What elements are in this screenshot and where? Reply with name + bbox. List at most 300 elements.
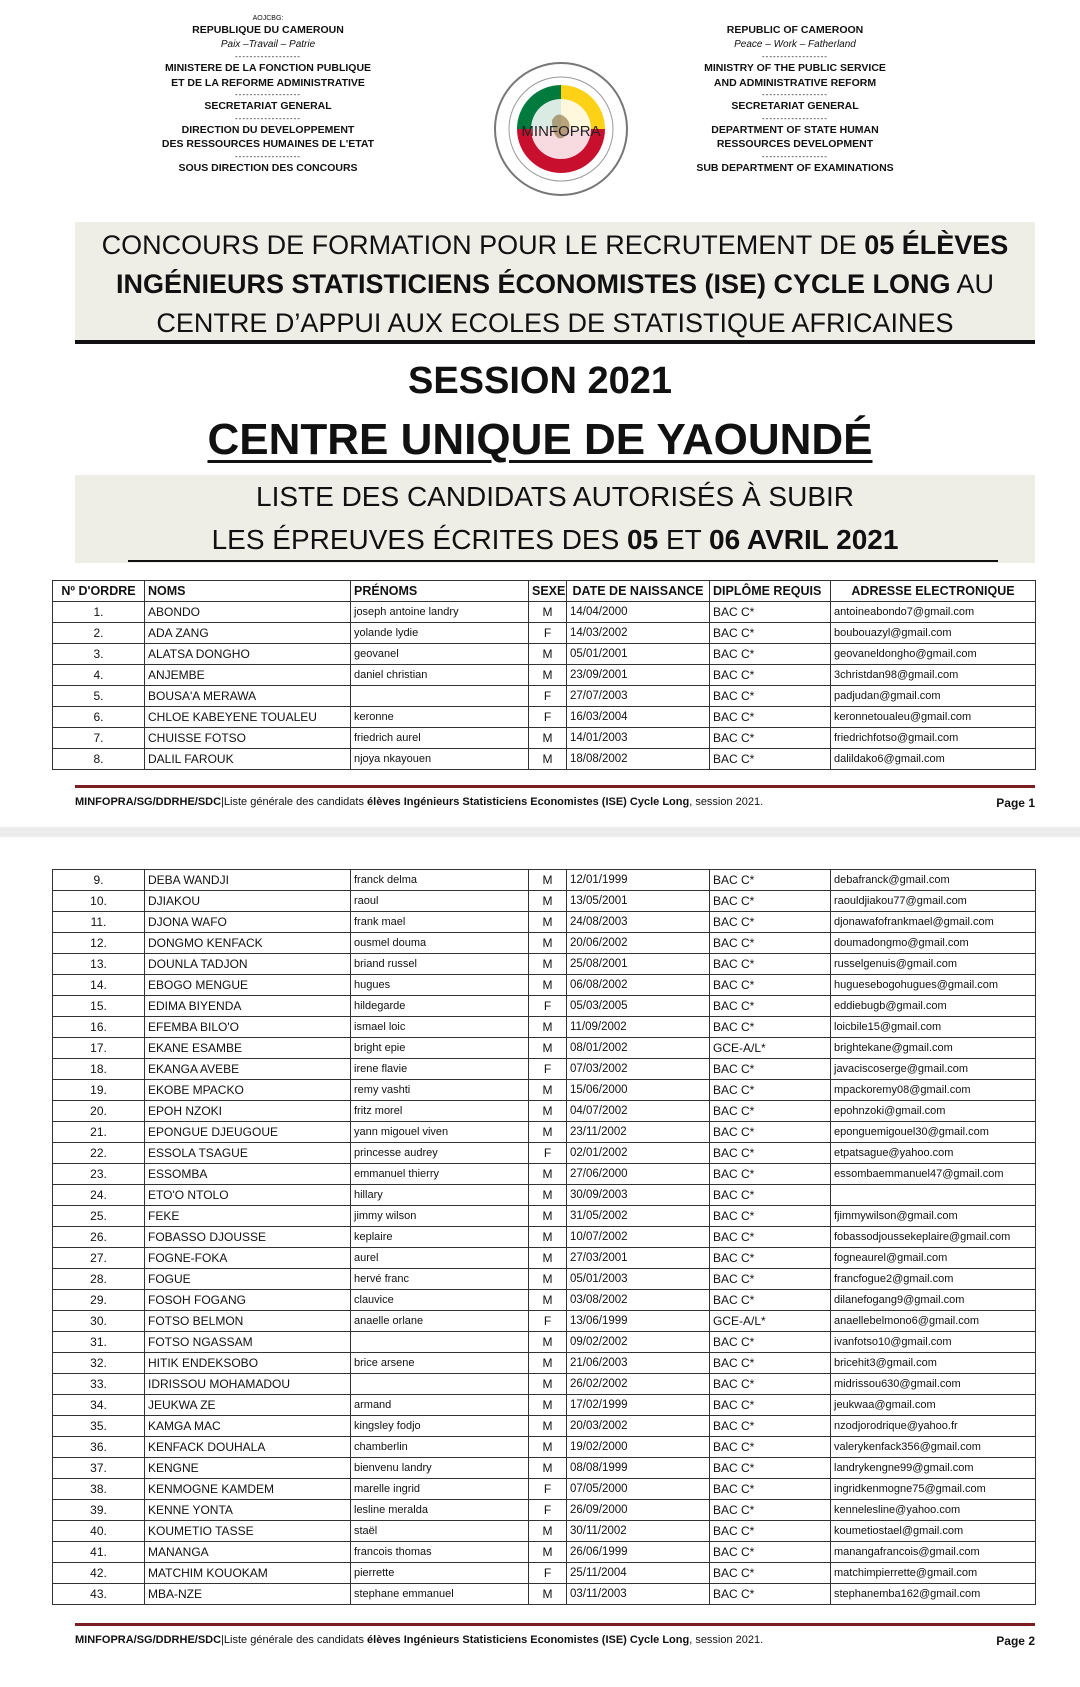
cell-diplome: BAC C*: [710, 1059, 831, 1080]
table-row: [53, 665, 1036, 686]
table-row: [53, 1080, 1036, 1101]
header-right-english: [645, 14, 945, 175]
cell-num: 19.: [53, 1080, 145, 1101]
cell-date: 31/05/2002: [567, 1206, 710, 1227]
cell-nom: ETO'O NTOLO: [145, 1185, 351, 1206]
cell-sexe: M: [529, 1185, 567, 1206]
header-subdirection-fr: SOUS DIRECTION DES CONCOURS: [178, 161, 358, 174]
col-header-diplome: DIPLÔME REQUIS: [710, 581, 831, 602]
cell-sexe: M: [529, 975, 567, 996]
table-row: [53, 912, 1036, 933]
cell-email: keronnetoualeu@gmail.com: [831, 707, 1036, 728]
cell-num: 29.: [53, 1290, 145, 1311]
cell-prenom: princesse audrey: [351, 1143, 529, 1164]
cell-email: fogneaurel@gmail.com: [831, 1248, 1036, 1269]
cell-nom: KAMGA MAC: [145, 1416, 351, 1437]
cell-num: 20.: [53, 1101, 145, 1122]
cell-prenom: irene flavie: [351, 1059, 529, 1080]
cell-email: kennelesline@yahoo.com: [831, 1500, 1036, 1521]
table-row: [53, 1248, 1036, 1269]
table-row: [53, 707, 1036, 728]
cell-sexe: M: [529, 1290, 567, 1311]
cell-diplome: BAC C*: [710, 1206, 831, 1227]
footer-text-a: Liste générale des candidats: [223, 796, 368, 808]
cell-diplome: BAC C*: [710, 1374, 831, 1395]
table-row: [53, 602, 1036, 623]
cell-email: mpackoremy08@gmail.com: [831, 1080, 1036, 1101]
cell-date: 04/07/2002: [567, 1101, 710, 1122]
cell-sexe: M: [529, 1521, 567, 1542]
cell-date: 09/02/2002: [567, 1332, 710, 1353]
seal-text: MINFOPRA: [521, 123, 601, 140]
cell-email: huguesebogohugues@gmail.com: [831, 975, 1036, 996]
cell-sexe: M: [529, 1122, 567, 1143]
cell-date: 26/06/1999: [567, 1542, 710, 1563]
cell-sexe: F: [529, 686, 567, 707]
cell-email: matchimpierrette@gmail.com: [831, 1563, 1036, 1584]
cell-sexe: F: [529, 707, 567, 728]
cell-prenom: keplaire: [351, 1227, 529, 1248]
footer-sep: |: [221, 796, 224, 808]
cell-diplome: BAC C*: [710, 1164, 831, 1185]
cell-num: 43.: [53, 1584, 145, 1605]
cell-prenom: hervé franc: [351, 1269, 529, 1290]
cell-num: 4.: [53, 665, 145, 686]
table-row: [53, 728, 1036, 749]
cell-prenom: stephane emmanuel: [351, 1584, 529, 1605]
cell-prenom: fritz morel: [351, 1101, 529, 1122]
cell-num: 14.: [53, 975, 145, 996]
header-divider: ------------------: [235, 90, 301, 99]
cell-num: 40.: [53, 1521, 145, 1542]
cell-num: 13.: [53, 954, 145, 975]
cell-email: valerykenfack356@gmail.com: [831, 1437, 1036, 1458]
cell-email: stephanemba162@gmail.com: [831, 1584, 1036, 1605]
cell-sexe: M: [529, 1017, 567, 1038]
cell-nom: FOTSO NGASSAM: [145, 1332, 351, 1353]
cell-nom: CHUISSE FOTSO: [145, 728, 351, 749]
cell-diplome: BAC C*: [710, 1416, 831, 1437]
cell-prenom: hugues: [351, 975, 529, 996]
header-divider: ------------------: [235, 113, 301, 123]
title-line-3: CENTRE D’APPUI AUX ECOLES DE STATISTIQUE AFRICAINES: [156, 308, 954, 338]
cell-diplome: BAC C*: [710, 1122, 831, 1143]
table-row: [53, 933, 1036, 954]
cell-nom: DJONA WAFO: [145, 912, 351, 933]
cell-diplome: BAC C*: [710, 996, 831, 1017]
cell-date: 18/08/2002: [567, 749, 710, 770]
cell-email: koumetiostael@gmail.com: [831, 1521, 1036, 1542]
footer-page-number: Page 2: [996, 1634, 1035, 1648]
cell-sexe: M: [529, 1395, 567, 1416]
cell-email: ingridkenmogne75@gmail.com: [831, 1479, 1036, 1500]
page-separator: [0, 827, 1080, 837]
cell-prenom: aurel: [351, 1248, 529, 1269]
cell-nom: FEKE: [145, 1206, 351, 1227]
cell-prenom: keronne: [351, 707, 529, 728]
header-divider: ------------------: [235, 52, 301, 61]
table-row: [53, 749, 1036, 770]
footer-page-2: [75, 1634, 1035, 1646]
footer-text-c: , session 2021.: [689, 796, 764, 808]
cell-prenom: anaelle orlane: [351, 1311, 529, 1332]
cell-email: brightekane@gmail.com: [831, 1038, 1036, 1059]
cell-sexe: M: [529, 1101, 567, 1122]
cell-diplome: BAC C*: [710, 1458, 831, 1479]
cell-sexe: F: [529, 996, 567, 1017]
cell-sexe: M: [529, 1038, 567, 1059]
cell-email: anaellebelmono6@gmail.com: [831, 1311, 1036, 1332]
footer-rule: [75, 1623, 1035, 1626]
cell-nom: MATCHIM KOUOKAM: [145, 1563, 351, 1584]
cell-num: 9.: [53, 870, 145, 891]
cell-email: landrykengne99@gmail.com: [831, 1458, 1036, 1479]
cell-date: 30/09/2003: [567, 1185, 710, 1206]
table-row: [53, 1500, 1036, 1521]
exam-center-text: CENTRE UNIQUE DE YAOUNDÉ: [207, 415, 873, 464]
cell-date: 20/06/2002: [567, 933, 710, 954]
cell-sexe: M: [529, 1458, 567, 1479]
table-row: [53, 1206, 1036, 1227]
cell-num: 21.: [53, 1122, 145, 1143]
cell-nom: KENFACK DOUHALA: [145, 1437, 351, 1458]
cell-prenom: clauvice: [351, 1290, 529, 1311]
cell-prenom: bright epie: [351, 1038, 529, 1059]
cell-date: 12/01/1999: [567, 870, 710, 891]
cell-diplome: BAC C*: [710, 1542, 831, 1563]
list-rule: [128, 560, 998, 562]
cell-nom: EPONGUE DJEUGOUE: [145, 1122, 351, 1143]
cell-sexe: M: [529, 1332, 567, 1353]
cell-prenom: friedrich aurel: [351, 728, 529, 749]
cell-nom: MBA-NZE: [145, 1584, 351, 1605]
cell-num: 23.: [53, 1164, 145, 1185]
cell-diplome: BAC C*: [710, 1563, 831, 1584]
cell-diplome: BAC C*: [710, 602, 831, 623]
cell-num: 1.: [53, 602, 145, 623]
cell-email: antoineabondo7@gmail.com: [831, 602, 1036, 623]
cell-date: 06/08/2002: [567, 975, 710, 996]
cell-nom: FOTSO BELMON: [145, 1311, 351, 1332]
header-small-code: AOJCBG:: [252, 15, 284, 22]
cell-diplome: BAC C*: [710, 1290, 831, 1311]
cell-email: javaciscoserge@gmail.com: [831, 1059, 1036, 1080]
col-header-num: Nº D'ORDRE: [53, 581, 145, 602]
header-divider: ------------------: [762, 52, 828, 61]
header-direction-fr-1: DIRECTION DU DEVELOPPEMENT: [181, 123, 355, 136]
cell-diplome: BAC C*: [710, 1269, 831, 1290]
cell-prenom: frank mael: [351, 912, 529, 933]
cell-sexe: F: [529, 1563, 567, 1584]
cell-sexe: F: [529, 1311, 567, 1332]
cell-nom: FOGNE-FOKA: [145, 1248, 351, 1269]
header-subdirection-en: SUB DEPARTMENT OF EXAMINATIONS: [696, 161, 894, 174]
cell-num: 39.: [53, 1500, 145, 1521]
cell-date: 27/03/2001: [567, 1248, 710, 1269]
cell-email: etpatsague@yahoo.com: [831, 1143, 1036, 1164]
cell-date: 25/08/2001: [567, 954, 710, 975]
cell-prenom: armand: [351, 1395, 529, 1416]
cell-date: 27/06/2000: [567, 1164, 710, 1185]
cell-prenom: [351, 1374, 529, 1395]
table-row: [53, 1290, 1036, 1311]
cell-diplome: BAC C*: [710, 954, 831, 975]
cell-diplome: GCE-A/L*: [710, 1311, 831, 1332]
list-title-2a: LES ÉPREUVES ÉCRITES DES: [211, 524, 628, 555]
cell-diplome: BAC C*: [710, 728, 831, 749]
cell-nom: EKOBE MPACKO: [145, 1080, 351, 1101]
cell-diplome: BAC C*: [710, 1248, 831, 1269]
title-line-2-text: AU: [950, 269, 995, 299]
cell-sexe: M: [529, 1437, 567, 1458]
cell-sexe: M: [529, 870, 567, 891]
footer-ref: MINFOPRA/SG/DDRHE/SDC: [75, 796, 222, 808]
cell-num: 6.: [53, 707, 145, 728]
cell-num: 11.: [53, 912, 145, 933]
cell-email: 3christdan98@gmail.com: [831, 665, 1036, 686]
cell-num: 5.: [53, 686, 145, 707]
cell-nom: ESSOLA TSAGUE: [145, 1143, 351, 1164]
cell-diplome: BAC C*: [710, 686, 831, 707]
document-page-1: [0, 0, 1080, 827]
cell-date: 05/03/2005: [567, 996, 710, 1017]
cell-diplome: BAC C*: [710, 1080, 831, 1101]
footer-text-b: élèves Ingénieurs Statisticiens Economistes (ISE) Cycle Long: [367, 796, 690, 808]
cell-email: jeukwaa@gmail.com: [831, 1395, 1036, 1416]
cell-email: doumadongmo@gmail.com: [831, 933, 1036, 954]
cell-date: 14/01/2003: [567, 728, 710, 749]
cell-num: 36.: [53, 1437, 145, 1458]
cell-nom: EPOH NZOKI: [145, 1101, 351, 1122]
header-ministry-en-1: MINISTRY OF THE PUBLIC SERVICE: [704, 62, 886, 74]
cell-prenom: marelle ingrid: [351, 1479, 529, 1500]
cell-email: padjudan@gmail.com: [831, 686, 1036, 707]
cell-date: 07/05/2000: [567, 1479, 710, 1500]
cell-email: nzodjorodrique@yahoo.fr: [831, 1416, 1036, 1437]
cell-nom: DJIAKOU: [145, 891, 351, 912]
cell-date: 23/09/2001: [567, 665, 710, 686]
cell-num: 37.: [53, 1458, 145, 1479]
contest-title-banner: [75, 222, 1035, 340]
header-divider: ------------------: [235, 151, 301, 161]
table-row: [53, 996, 1036, 1017]
cell-prenom: hildegarde: [351, 996, 529, 1017]
footer-text-a: Liste générale des candidats: [223, 1634, 368, 1646]
cell-prenom: hillary: [351, 1185, 529, 1206]
cell-date: 26/09/2000: [567, 1500, 710, 1521]
cell-sexe: M: [529, 1080, 567, 1101]
header-divider: ------------------: [762, 151, 828, 161]
cell-nom: BOUSA'A MERAWA: [145, 686, 351, 707]
table-row: [53, 1395, 1036, 1416]
header-secretariat-fr: SECRETARIAT GENERAL: [204, 100, 332, 112]
cell-prenom: yann migouel viven: [351, 1122, 529, 1143]
col-header-email: ADRESSE ELECTRONIQUE: [831, 581, 1036, 602]
cell-diplome: BAC C*: [710, 665, 831, 686]
cell-num: 32.: [53, 1353, 145, 1374]
cell-email: epohnzoki@gmail.com: [831, 1101, 1036, 1122]
cell-date: 13/05/2001: [567, 891, 710, 912]
cell-num: 10.: [53, 891, 145, 912]
table-row: [53, 1479, 1036, 1500]
footer-text-c: , session 2021.: [689, 1634, 764, 1646]
cell-nom: DONGMO KENFACK: [145, 933, 351, 954]
cell-diplome: BAC C*: [710, 707, 831, 728]
cell-nom: FOBASSO DJOUSSE: [145, 1227, 351, 1248]
cell-nom: EKANE ESAMBE: [145, 1038, 351, 1059]
cell-num: 35.: [53, 1416, 145, 1437]
cell-prenom: pierrette: [351, 1563, 529, 1584]
cell-diplome: BAC C*: [710, 1332, 831, 1353]
footer-sep: |: [221, 1634, 224, 1646]
list-title-2b: 05: [627, 524, 659, 555]
cell-num: 22.: [53, 1143, 145, 1164]
cell-email: debafranck@gmail.com: [831, 870, 1036, 891]
cell-num: 25.: [53, 1206, 145, 1227]
cell-sexe: M: [529, 602, 567, 623]
cell-nom: MANANGA: [145, 1542, 351, 1563]
cell-sexe: M: [529, 891, 567, 912]
cell-date: 08/01/2002: [567, 1038, 710, 1059]
cell-diplome: BAC C*: [710, 1500, 831, 1521]
cell-email: loicbile15@gmail.com: [831, 1017, 1036, 1038]
cell-nom: IDRISSOU MOHAMADOU: [145, 1374, 351, 1395]
cell-num: 2.: [53, 623, 145, 644]
cell-num: 34.: [53, 1395, 145, 1416]
cell-sexe: M: [529, 1206, 567, 1227]
title-line-2: [75, 265, 1035, 304]
cell-date: 24/08/2003: [567, 912, 710, 933]
cell-num: 30.: [53, 1311, 145, 1332]
cell-nom: ABONDO: [145, 602, 351, 623]
cell-nom: EKANGA AVEBE: [145, 1059, 351, 1080]
cell-diplome: BAC C*: [710, 1185, 831, 1206]
cell-diplome: BAC C*: [710, 1227, 831, 1248]
cell-diplome: GCE-A/L*: [710, 1038, 831, 1059]
cell-nom: ALATSA DONGHO: [145, 644, 351, 665]
header-divider: ------------------: [762, 90, 828, 99]
cell-num: 42.: [53, 1563, 145, 1584]
table-row: [53, 1038, 1036, 1059]
table-row: [53, 1416, 1036, 1437]
title-line-1-bold: 05 ÉLÈVES: [864, 230, 1009, 260]
cell-sexe: M: [529, 644, 567, 665]
cell-nom: FOGUE: [145, 1269, 351, 1290]
cell-sexe: F: [529, 1479, 567, 1500]
cell-num: 15.: [53, 996, 145, 1017]
title-rule: [75, 340, 1035, 344]
cell-email: boubouazyl@gmail.com: [831, 623, 1036, 644]
cell-prenom: bienvenu landry: [351, 1458, 529, 1479]
cell-email: raouldjiakou77@gmail.com: [831, 891, 1036, 912]
footer-text-b: élèves Ingénieurs Statisticiens Economistes (ISE) Cycle Long: [367, 1634, 690, 1646]
cell-date: 13/06/1999: [567, 1311, 710, 1332]
cell-prenom: francois thomas: [351, 1542, 529, 1563]
cell-email: fjimmywilson@gmail.com: [831, 1206, 1036, 1227]
cell-nom: ESSOMBA: [145, 1164, 351, 1185]
cell-nom: ADA ZANG: [145, 623, 351, 644]
cell-email: eponguemigouel30@gmail.com: [831, 1122, 1036, 1143]
cell-diplome: BAC C*: [710, 644, 831, 665]
cell-nom: FOSOH FOGANG: [145, 1290, 351, 1311]
cell-sexe: F: [529, 623, 567, 644]
cell-sexe: M: [529, 749, 567, 770]
cell-num: 8.: [53, 749, 145, 770]
title-line-1-text: CONCOURS DE FORMATION POUR LE RECRUTEMENT DE: [101, 230, 865, 260]
table-row: [53, 1185, 1036, 1206]
cell-email: midrissou630@gmail.com: [831, 1374, 1036, 1395]
cell-diplome: BAC C*: [710, 870, 831, 891]
cell-date: 10/07/2002: [567, 1227, 710, 1248]
table-row: [53, 1563, 1036, 1584]
table-row: [53, 1521, 1036, 1542]
cell-diplome: BAC C*: [710, 1437, 831, 1458]
table-row: [53, 686, 1036, 707]
cell-nom: DEBA WANDJI: [145, 870, 351, 891]
cell-sexe: F: [529, 1143, 567, 1164]
cell-nom: KOUMETIO TASSE: [145, 1521, 351, 1542]
table-row: [53, 1437, 1036, 1458]
cell-nom: CHLOE KABEYENE TOUALEU: [145, 707, 351, 728]
cell-nom: ANJEMBE: [145, 665, 351, 686]
cell-sexe: M: [529, 728, 567, 749]
cell-prenom: franck delma: [351, 870, 529, 891]
header-ministry-fr-2: ET DE LA REFORME ADMINISTRATIVE: [171, 76, 365, 89]
minfopra-seal-logo: [492, 60, 630, 198]
cell-diplome: BAC C*: [710, 912, 831, 933]
cell-date: 17/02/1999: [567, 1395, 710, 1416]
cell-nom: KENNE YONTA: [145, 1500, 351, 1521]
list-title-2d: 06 AVRIL 2021: [709, 524, 899, 555]
cell-nom: JEUKWA ZE: [145, 1395, 351, 1416]
cell-date: 20/03/2002: [567, 1416, 710, 1437]
cell-prenom: emmanuel thierry: [351, 1164, 529, 1185]
cell-email: eddiebugb@gmail.com: [831, 996, 1036, 1017]
cell-nom: EDIMA BIYENDA: [145, 996, 351, 1017]
header-country-fr: REPUBLIQUE DU CAMEROUN: [192, 24, 344, 36]
table-row: [53, 954, 1036, 975]
cell-date: 03/08/2002: [567, 1290, 710, 1311]
cell-date: 23/11/2002: [567, 1122, 710, 1143]
cell-sexe: M: [529, 1353, 567, 1374]
cell-nom: DALIL FAROUK: [145, 749, 351, 770]
cell-date: 05/01/2003: [567, 1269, 710, 1290]
cell-date: 11/09/2002: [567, 1017, 710, 1038]
table-row: [53, 644, 1036, 665]
table-row: [53, 1542, 1036, 1563]
session-year: SESSION 2021: [407, 360, 673, 402]
table-row: [53, 1584, 1036, 1605]
header-ministry-en-2: AND ADMINISTRATIVE REFORM: [713, 76, 877, 89]
footer-page-1: [75, 796, 1035, 808]
cell-prenom: chamberlin: [351, 1437, 529, 1458]
cell-date: 15/06/2000: [567, 1080, 710, 1101]
cell-date: 26/02/2002: [567, 1374, 710, 1395]
cell-date: 30/11/2002: [567, 1521, 710, 1542]
cell-diplome: BAC C*: [710, 975, 831, 996]
cell-email: dalildako6@gmail.com: [831, 749, 1036, 770]
cell-sexe: M: [529, 933, 567, 954]
cell-num: 12.: [53, 933, 145, 954]
cell-sexe: M: [529, 954, 567, 975]
candidate-list-banner: [75, 475, 1035, 563]
footer-rule: [75, 785, 1035, 788]
table-row: [53, 1017, 1036, 1038]
cell-num: 41.: [53, 1542, 145, 1563]
table-row: [53, 1059, 1036, 1080]
table-row: [53, 1164, 1036, 1185]
header-country-en: REPUBLIC OF CAMEROON: [726, 24, 864, 36]
